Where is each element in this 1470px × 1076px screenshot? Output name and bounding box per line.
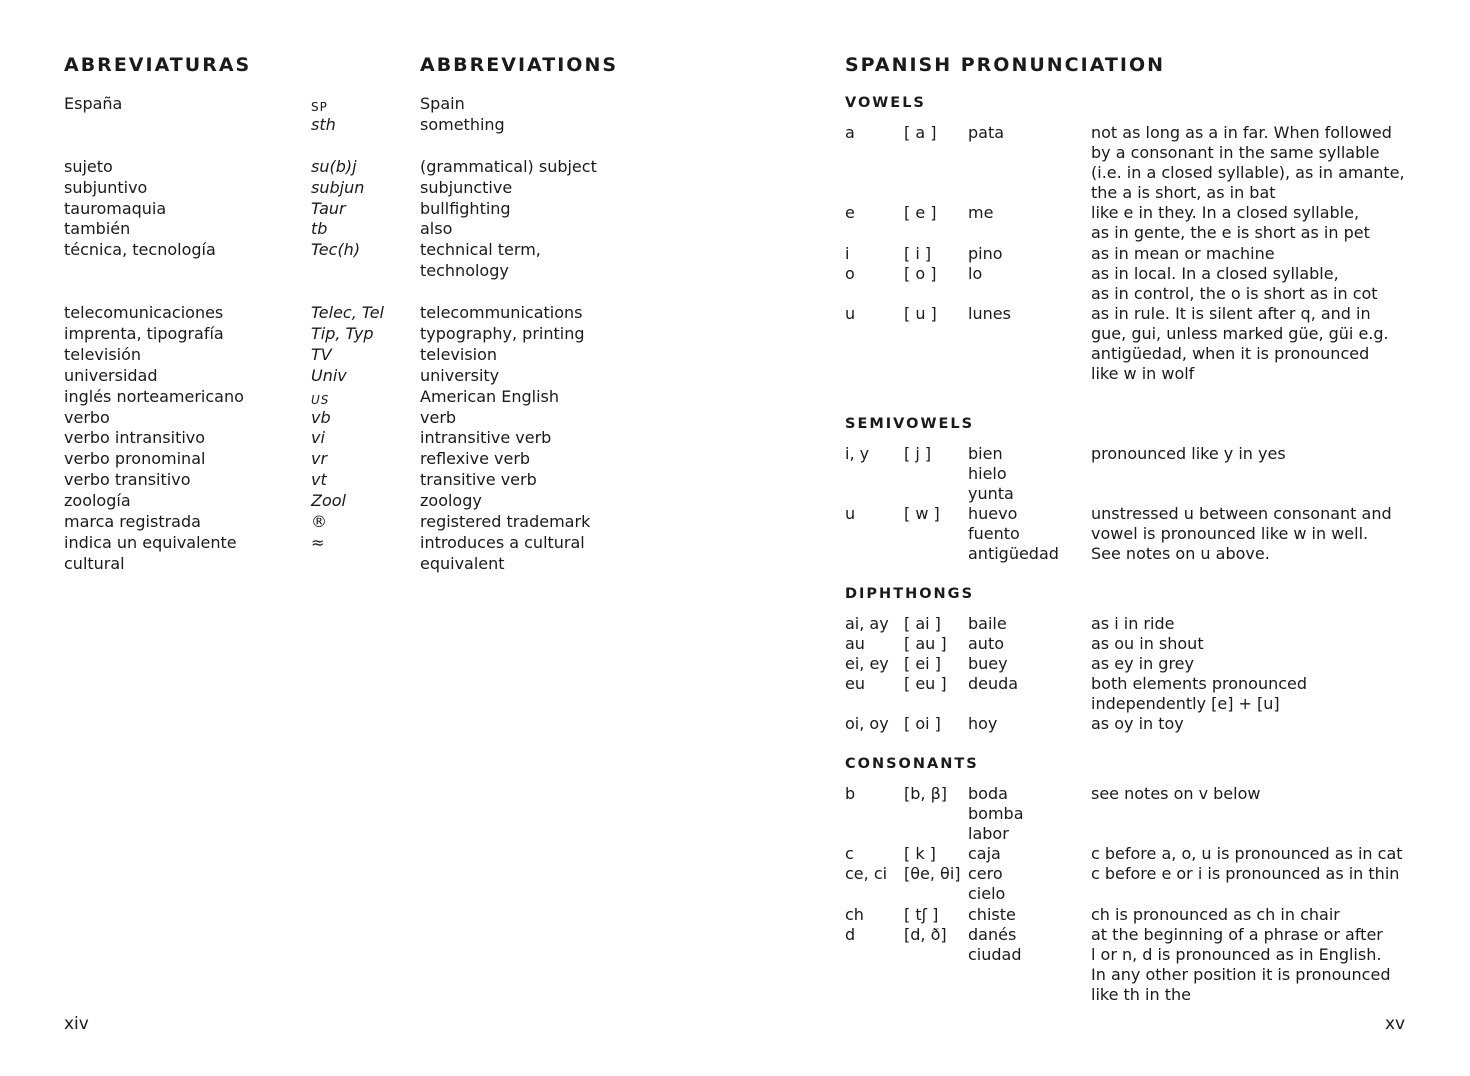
example-words (968, 264, 1091, 304)
spanish-term (64, 115, 311, 136)
description (1091, 634, 1391, 654)
example-words (968, 654, 1091, 674)
english-term: verb (420, 407, 457, 427)
spanish-term: subjuntivo (64, 177, 148, 197)
description-line: the a is short, as in bat (1091, 183, 1276, 203)
ipa-symbol: [ au ] (904, 634, 947, 654)
english-term: Spain (420, 94, 465, 113)
description-line: as in local. In a closed syllable, (1091, 263, 1339, 283)
english-term: (grammatical) subject (420, 156, 597, 176)
consonants-row (845, 864, 1405, 904)
diphthongs-row (845, 674, 1405, 714)
spelling: o (845, 263, 855, 283)
description (1091, 925, 1391, 1005)
subheading-diphthongs: DIPHTHONGS (845, 586, 975, 602)
abbreviation-row (64, 219, 624, 240)
abbreviation-row (64, 324, 624, 345)
abbreviation-row (64, 449, 624, 470)
semivowels-table (845, 444, 1405, 565)
abbreviation: Tip, Typ (311, 323, 374, 343)
spanish-term: verbo pronominal (64, 449, 206, 469)
abbreviation: Zool (311, 491, 346, 511)
abbreviation-row (64, 240, 624, 261)
abbreviation-row (64, 533, 624, 554)
abbreviation: ≈ (311, 533, 325, 552)
spelling: eu (845, 674, 865, 694)
example-words (968, 714, 1091, 734)
heading-spanish-pronunciation: SPANISH PRONUNCIATION (845, 54, 1166, 76)
subheading-semivowels: SEMIVOWELS (845, 416, 975, 432)
ipa-symbol: [ a ] (904, 123, 937, 142)
example-words (968, 203, 1091, 243)
description-line: ch is pronounced as ch in chair (1091, 904, 1340, 924)
row-spacer (64, 282, 624, 303)
ipa-symbol: [ o ] (904, 263, 937, 283)
ipa-symbol: [ i ] (904, 243, 932, 263)
ipa-symbol: [ j ] (904, 444, 932, 463)
spanish-term: televisión (64, 344, 142, 364)
abbreviation: Taur (311, 198, 346, 218)
example-word: pino (968, 243, 1003, 263)
semivowels-row (845, 504, 1405, 564)
spanish-term: tauromaquia (64, 198, 167, 218)
description-line: independently [e] + [u] (1091, 694, 1280, 714)
spelling: oi, oy (845, 714, 889, 734)
spanish-term: imprenta, tipografía (64, 323, 224, 343)
consonants-row (845, 784, 1405, 844)
description (1091, 444, 1391, 504)
abbreviation: TV (311, 344, 332, 364)
spelling: a (845, 123, 855, 142)
abbreviation-row (64, 261, 624, 282)
abbreviation: su(b)j (311, 156, 357, 176)
spanish-term: indica un equivalente (64, 533, 237, 552)
spelling: c (845, 844, 854, 864)
description-line: See notes on u above. (1091, 544, 1270, 564)
abbreviation-row (64, 199, 624, 220)
subheading-vowels: VOWELS (845, 95, 926, 111)
example-word: hielo (968, 464, 1007, 484)
abbreviation-list (64, 94, 624, 575)
description (1091, 203, 1391, 243)
example-word: hoy (968, 714, 998, 734)
abbreviation-row (64, 491, 624, 512)
description-line: see notes on v below (1091, 784, 1261, 803)
consonants-row (845, 905, 1405, 925)
abbreviation: tb (311, 219, 328, 239)
description-line: antigüedad, when it is pronounced (1091, 344, 1370, 364)
diphthongs-row (845, 714, 1405, 734)
spanish-term (64, 261, 311, 282)
english-term: transitive verb (420, 470, 537, 490)
description-line: c before e or i is pronounced as in thin (1091, 864, 1400, 884)
example-word: boda (968, 784, 1008, 803)
spanish-term: inglés norteamericano (64, 386, 244, 406)
description (1091, 304, 1391, 384)
example-words (968, 444, 1091, 504)
english-term: reflexive verb (420, 449, 531, 469)
example-word: me (968, 203, 994, 223)
spanish-term: verbo intransitivo (64, 428, 206, 448)
description-line: at the beginning of a phrase or after (1091, 924, 1383, 944)
spanish-term: verbo transitivo (64, 470, 191, 490)
english-term: American English (420, 386, 559, 406)
ipa-symbol: [ ei ] (904, 654, 941, 674)
spelling: d (845, 924, 856, 944)
english-term: equivalent (420, 553, 505, 573)
example-word: caja (968, 844, 1001, 864)
abbreviation-row (64, 115, 624, 136)
abbreviation-row (64, 470, 624, 491)
ipa-symbol: [ e ] (904, 203, 937, 223)
description-line: as in control, the o is short as in cot (1091, 283, 1378, 303)
abbreviation (311, 554, 420, 575)
description-line: In any other position it is pronounced (1091, 964, 1391, 984)
ipa-symbol: [θe, θi] (904, 864, 961, 884)
description (1091, 614, 1391, 634)
description-line: like e in they. In a closed syllable, (1091, 203, 1360, 223)
diphthongs-row (845, 634, 1405, 654)
spelling: i (845, 243, 850, 263)
description-line: both elements pronounced (1091, 674, 1308, 694)
spanish-term: verbo (64, 407, 110, 427)
spelling: ce, ci (845, 864, 888, 884)
description (1091, 905, 1391, 925)
abbreviation: vt (311, 470, 327, 490)
spelling: i, y (845, 444, 870, 463)
english-term: technology (420, 261, 509, 281)
abbreviation: ® (311, 512, 327, 532)
example-word: cielo (968, 884, 1006, 904)
vowels-row (845, 264, 1405, 304)
description (1091, 244, 1391, 264)
ipa-symbol: [ u ] (904, 303, 937, 323)
abbreviation-row (64, 157, 624, 178)
description-line: not as long as a in far. When followed (1091, 123, 1392, 142)
english-term: telecommunications (420, 303, 583, 323)
abbreviation: Tec(h) (311, 240, 361, 260)
page-number-right: xv (1385, 1014, 1406, 1034)
vowels-row (845, 203, 1405, 243)
ipa-symbol: [ tʃ ] (904, 904, 939, 924)
description-line: like th in the (1091, 984, 1191, 1004)
description-line: as in mean or machine (1091, 243, 1275, 263)
english-term: registered trademark (420, 512, 591, 532)
description-line: gue, gui, unless marked güe, güi e.g. (1091, 323, 1389, 343)
abbreviation-row (64, 512, 624, 533)
spelling: ei, ey (845, 654, 889, 674)
spanish-term: universidad (64, 365, 158, 385)
example-word: danés (968, 924, 1017, 944)
spanish-term: sujeto (64, 156, 113, 176)
example-words (968, 674, 1091, 714)
description (1091, 864, 1400, 904)
english-term: television (420, 344, 498, 364)
ipa-symbol: [ k ] (904, 844, 936, 864)
example-word: deuda (968, 674, 1019, 694)
example-words (968, 905, 1091, 925)
spanish-term: zoología (64, 491, 131, 511)
spelling: u (845, 504, 856, 524)
abbreviation: sth (311, 114, 336, 134)
description-line: as ou in shout (1091, 634, 1204, 654)
example-word: pata (968, 123, 1005, 142)
diphthongs-row (845, 654, 1405, 674)
spanish-term: cultural (64, 553, 125, 573)
vowels-row (845, 123, 1405, 203)
description-line: by a consonant in the same syllable (1091, 143, 1380, 163)
description-line: l or n, d is pronounced as in English. (1091, 944, 1382, 964)
ipa-symbol: [d, ð] (904, 924, 947, 944)
description (1091, 784, 1391, 844)
english-term: something (420, 114, 505, 134)
example-word: antigüedad (968, 544, 1059, 564)
description-line: c before a, o, u is pronounced as in cat (1091, 844, 1403, 864)
spanish-term: también (64, 219, 131, 239)
vowels-table (845, 123, 1405, 384)
semivowels-row (845, 444, 1405, 504)
description-line: as i in ride (1091, 614, 1175, 633)
spelling: ch (845, 904, 864, 924)
ipa-symbol: [b, β] (904, 784, 948, 803)
heading-abbreviations: ABBREVIATIONS (420, 54, 619, 76)
abbreviation-row (64, 428, 624, 449)
description (1091, 264, 1391, 304)
example-word: lunes (968, 303, 1011, 323)
abbreviation-row (64, 94, 624, 115)
page-number-left: xiv (64, 1014, 89, 1034)
description-line: pronounced like y in yes (1091, 444, 1286, 463)
example-word: lo (968, 263, 983, 283)
abbreviation-row (64, 387, 624, 408)
row-spacer (64, 136, 624, 157)
spanish-term: técnica, tecnología (64, 240, 216, 260)
example-word: baile (968, 614, 1007, 633)
ipa-symbol: [ w ] (904, 504, 940, 524)
english-term: typography, printing (420, 323, 585, 343)
description (1091, 714, 1391, 734)
abbreviation: SP (311, 100, 328, 114)
description-line: as in gente, the e is short as in pet (1091, 223, 1370, 243)
description-line: as in rule. It is silent after q, and in (1091, 303, 1371, 323)
example-word: huevo (968, 504, 1018, 524)
abbreviation: vr (311, 449, 328, 469)
spanish-term: España (64, 94, 123, 113)
example-words (968, 634, 1091, 654)
abbreviation: vb (311, 407, 331, 427)
abbreviation: subjun (311, 177, 365, 197)
example-word: auto (968, 634, 1005, 654)
example-words (968, 244, 1091, 264)
description (1091, 654, 1391, 674)
example-words (968, 304, 1091, 384)
consonants-table (845, 784, 1405, 1005)
example-word: fuento (968, 524, 1020, 544)
english-term: also (420, 219, 453, 239)
description (1091, 844, 1403, 864)
spanish-term: telecomunicaciones (64, 303, 224, 323)
example-word: labor (968, 824, 1009, 844)
example-word: bomba (968, 804, 1024, 824)
spelling: ai, ay (845, 614, 889, 633)
abbreviation (311, 261, 420, 282)
example-words (968, 504, 1091, 564)
abbreviation-row (64, 554, 624, 575)
abbreviation-row (64, 303, 624, 324)
example-word: bien (968, 444, 1003, 463)
example-word: yunta (968, 484, 1014, 504)
consonants-row (845, 925, 1405, 1005)
spelling: u (845, 303, 856, 323)
abbreviation-row (64, 178, 624, 199)
example-words (968, 844, 1091, 864)
ipa-symbol: [ oi ] (904, 714, 941, 734)
english-term: university (420, 365, 500, 385)
description-line: as oy in toy (1091, 714, 1184, 734)
description (1091, 123, 1405, 203)
abbreviation-row (64, 366, 624, 387)
description-line: unstressed u between consonant and (1091, 504, 1392, 524)
english-term: introduces a cultural (420, 533, 585, 552)
description-line: vowel is pronounced like w in well. (1091, 524, 1369, 544)
example-word: cero (968, 864, 1003, 884)
description-line: like w in wolf (1091, 364, 1195, 384)
abbreviation-row (64, 408, 624, 429)
spelling: e (845, 203, 855, 223)
english-term: zoology (420, 491, 482, 511)
description-line: (i.e. in a closed syllable), as in amante, (1091, 163, 1405, 183)
example-words (968, 123, 1091, 203)
heading-abreviaturas: ABREVIATURAS (64, 54, 252, 76)
example-words (968, 864, 1091, 904)
ipa-symbol: [ ai ] (904, 614, 941, 633)
diphthongs-row (845, 614, 1405, 634)
english-term: technical term, (420, 240, 541, 260)
abbreviation: Telec, Tel (311, 303, 384, 323)
description (1091, 674, 1391, 714)
example-words (968, 784, 1091, 844)
abbreviation: vi (311, 428, 325, 448)
example-words (968, 925, 1091, 1005)
abbreviation: Univ (311, 365, 347, 385)
example-word: buey (968, 654, 1008, 674)
spanish-term: marca registrada (64, 512, 201, 532)
abbreviation: US (311, 392, 330, 407)
vowels-row (845, 244, 1405, 264)
subheading-consonants: CONSONANTS (845, 756, 979, 772)
abbreviation-row (64, 345, 624, 366)
description-line: as ey in grey (1091, 654, 1194, 674)
english-term: intransitive verb (420, 428, 552, 448)
spelling: b (845, 784, 856, 803)
description (1091, 504, 1391, 564)
spelling: au (845, 634, 865, 654)
example-word: ciudad (968, 944, 1022, 964)
consonants-row (845, 844, 1405, 864)
english-term: bullfighting (420, 198, 511, 218)
vowels-row (845, 304, 1405, 384)
english-term: subjunctive (420, 177, 513, 197)
example-word: chiste (968, 904, 1016, 924)
ipa-symbol: [ eu ] (904, 674, 947, 694)
diphthongs-table (845, 614, 1405, 735)
example-words (968, 614, 1091, 634)
